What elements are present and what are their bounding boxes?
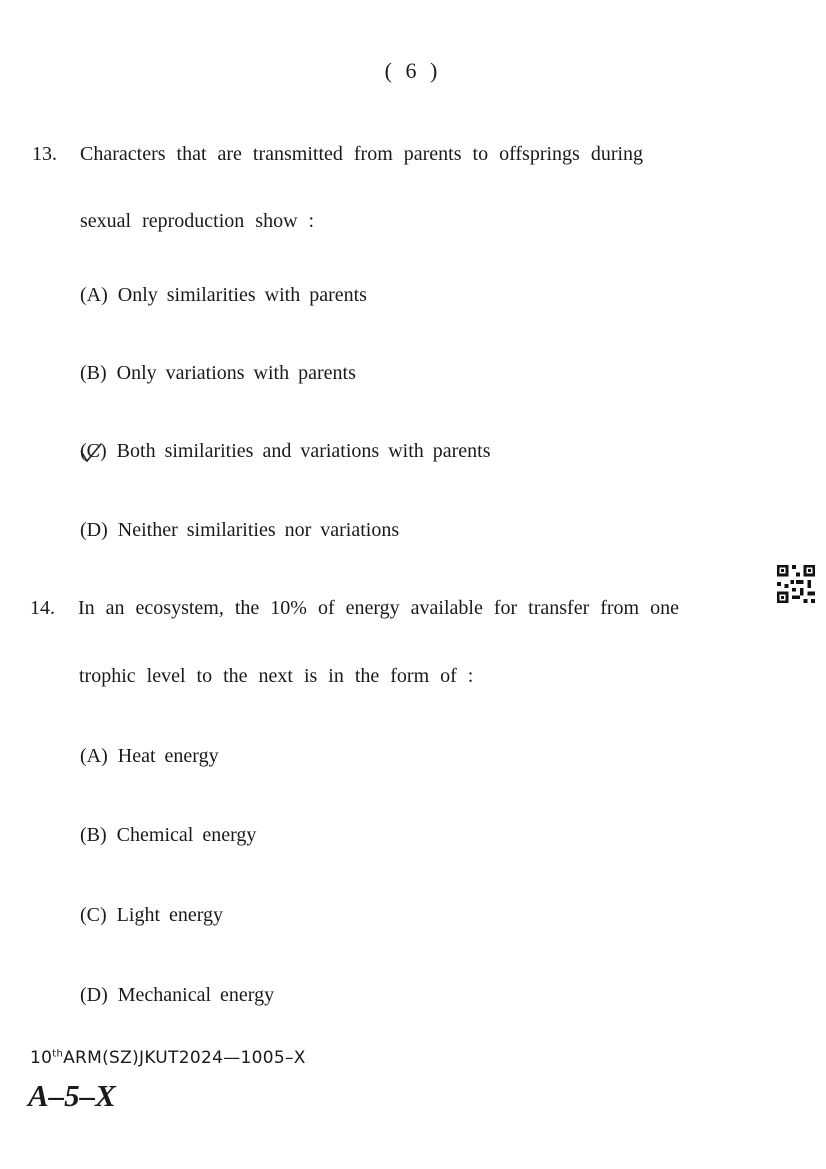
option-text: Both similarities and variations with parents <box>116 440 491 462</box>
qr-code-icon <box>776 565 816 603</box>
option-letter: (B) <box>80 824 107 846</box>
question-14-option-d <box>80 984 274 1007</box>
question-14-line-1 <box>30 597 679 620</box>
option-letter: (A) <box>80 284 108 306</box>
question-13-option-c <box>80 440 491 463</box>
option-text: Light energy <box>116 904 224 926</box>
question-13-text-1: Characters that are transmitted from parents to offsprings during <box>80 143 644 165</box>
question-13-number: 13. <box>32 143 57 165</box>
option-letter: (C) <box>80 904 107 926</box>
option-letter: (D) <box>80 519 108 541</box>
option-text: Chemical energy <box>116 824 257 846</box>
option-letter: (D) <box>80 984 108 1006</box>
option-letter: (B) <box>80 362 107 384</box>
question-13-option-a <box>80 284 367 307</box>
question-13-line-1 <box>32 143 643 166</box>
option-text: Heat energy <box>117 745 219 767</box>
question-14-line-2: trophic level to the next is in the form of : <box>79 665 474 687</box>
question-14-option-a <box>80 745 219 768</box>
question-13-option-b <box>80 362 356 385</box>
option-text: Only similarities with parents <box>117 284 367 306</box>
paper-code-superscript: th <box>52 1048 64 1060</box>
question-14-option-b <box>80 824 256 847</box>
option-letter: (A) <box>80 745 108 767</box>
question-14-option-c <box>80 904 223 927</box>
question-14-number: 14. <box>30 597 55 619</box>
option-text: Mechanical energy <box>117 984 275 1006</box>
question-13-line-2: sexual reproduction show : <box>80 210 315 232</box>
page-number: ( 6 ) <box>384 58 442 83</box>
paper-code-prefix: 10 <box>30 1048 53 1068</box>
set-label: A–5–X <box>28 1078 116 1113</box>
question-14-text-1: In an ecosystem, the 10% of energy available for transfer from one <box>78 597 679 619</box>
option-text: Only variations with parents <box>116 362 356 384</box>
paper-code <box>30 1048 306 1068</box>
option-text: Neither similarities nor variations <box>117 519 400 541</box>
option-letter: (C) <box>80 440 107 462</box>
paper-code-rest: ARM(SZ)JKUT2024—1005–X <box>63 1048 306 1068</box>
handwritten-tick-mark <box>79 441 105 465</box>
question-13-option-d <box>80 519 399 542</box>
